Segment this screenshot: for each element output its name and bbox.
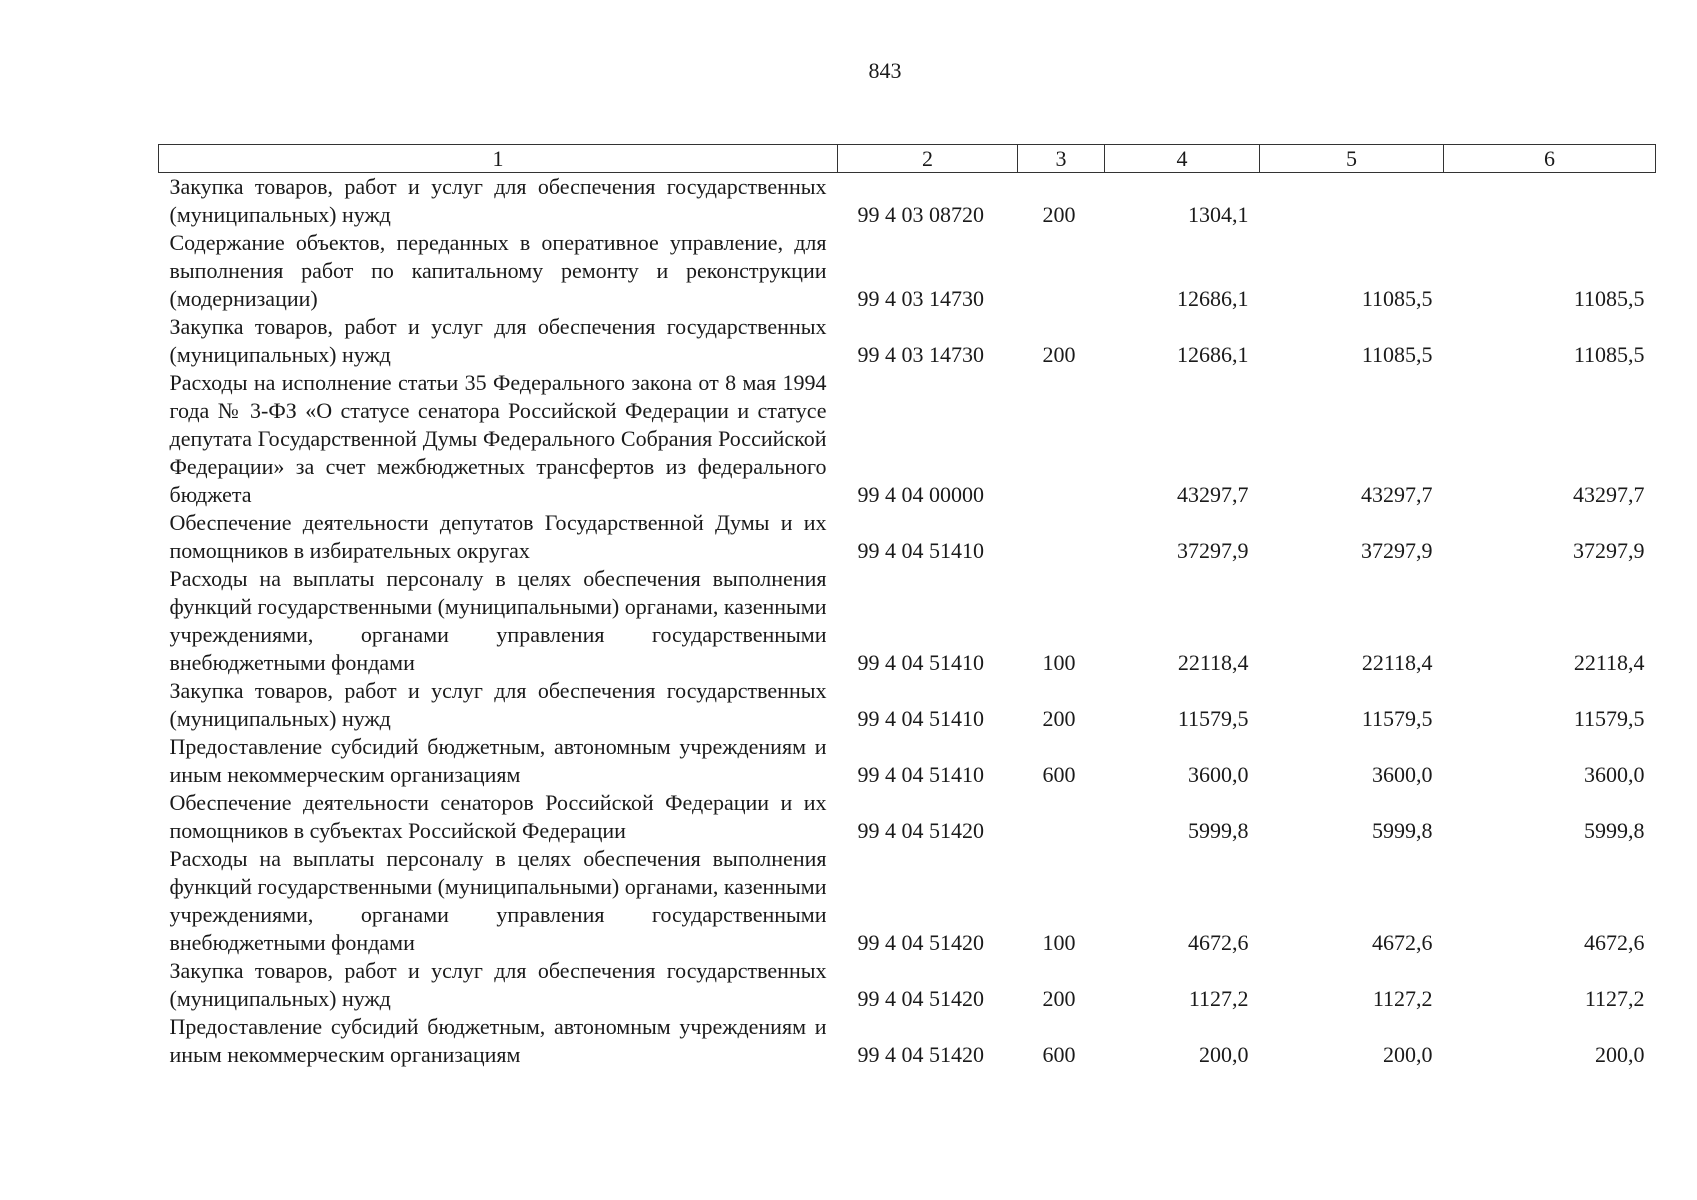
column-header-1: 1 [159, 145, 838, 173]
row-description: Обеспечение деятельности сенаторов Российской Федерации и их помощников в субъектах Российской Федерации [169, 790, 827, 843]
row-target-code: 99 4 03 14730 [857, 286, 984, 311]
row-description: Закупка товаров, работ и услуг для обеспечения государственных (муниципальных) нужд [169, 314, 827, 367]
row-amount-col4: 5999,8 [1188, 818, 1249, 843]
row-amount-col4: 37297,9 [1177, 538, 1249, 563]
row-amount-col5: 4672,6 [1372, 930, 1433, 955]
row-target-code: 99 4 03 08720 [857, 202, 984, 227]
table-row [159, 1013, 1656, 1069]
row-amount-col4: 3600,0 [1188, 762, 1249, 787]
row-description: Предоставление субсидий бюджетным, автономным учреждениям и иным некоммерческим организациям [169, 1014, 827, 1067]
row-target-code: 99 4 04 51410 [857, 762, 984, 787]
page-number: 843 [868, 58, 902, 83]
table-row [159, 733, 1656, 789]
row-amount-col5 [1260, 173, 1444, 230]
row-expense-type: 600 [1042, 762, 1076, 787]
row-amount-col5: 11579,5 [1361, 706, 1433, 731]
row-expense-type: 100 [1042, 930, 1076, 955]
column-header-3: 3 [1018, 145, 1105, 173]
row-amount-col4: 1304,1 [1188, 202, 1249, 227]
row-amount-col5: 37297,9 [1361, 538, 1433, 563]
table-row [159, 229, 1656, 313]
row-amount-col4: 22118,4 [1177, 650, 1249, 675]
row-amount-col5: 43297,7 [1361, 482, 1433, 507]
budget-table [158, 144, 1656, 1069]
row-amount-col6: 37297,9 [1573, 538, 1645, 563]
column-header-2: 2 [838, 145, 1018, 173]
row-amount-col4: 12686,1 [1177, 286, 1249, 311]
row-amount-col5: 11085,5 [1361, 286, 1433, 311]
row-description: Содержание объектов, переданных в оперативное управление, для выполнения работ по капитальному ремонту и реконструкции (модернизации) [169, 230, 827, 311]
row-expense-type: 100 [1042, 650, 1076, 675]
row-description: Закупка товаров, работ и услуг для обеспечения государственных (муниципальных) нужд [169, 678, 827, 731]
row-amount-col4: 11579,5 [1177, 706, 1249, 731]
table-row [159, 957, 1656, 1013]
row-description: Закупка товаров, работ и услуг для обеспечения государственных (муниципальных) нужд [169, 958, 827, 1011]
row-expense-type: 200 [1042, 986, 1076, 1011]
row-target-code: 99 4 04 00000 [857, 482, 984, 507]
row-expense-type: 200 [1042, 706, 1076, 731]
row-amount-col4: 200,0 [1199, 1042, 1249, 1067]
row-expense-type [1018, 229, 1105, 313]
row-description: Расходы на выплаты персоналу в целях обеспечения выполнения функций государственными (муниципальными) органами, казенными учреждениями, органами управления государственными внебюджетными фондами [169, 566, 827, 675]
row-target-code: 99 4 04 51410 [857, 538, 984, 563]
row-amount-col6: 3600,0 [1584, 762, 1645, 787]
table-row [159, 369, 1656, 509]
row-amount-col6: 200,0 [1595, 1042, 1645, 1067]
row-description: Предоставление субсидий бюджетным, автономным учреждениям и иным некоммерческим организациям [169, 734, 827, 787]
row-amount-col5: 11085,5 [1361, 342, 1433, 367]
row-target-code: 99 4 04 51410 [857, 706, 984, 731]
row-amount-col5: 22118,4 [1361, 650, 1433, 675]
row-target-code: 99 4 04 51410 [857, 650, 984, 675]
table-row [159, 565, 1656, 677]
table-row [159, 845, 1656, 957]
row-target-code: 99 4 03 14730 [857, 342, 984, 367]
table-row [159, 789, 1656, 845]
row-amount-col4: 12686,1 [1177, 342, 1249, 367]
row-target-code: 99 4 04 51420 [857, 1042, 984, 1067]
table-row [159, 509, 1656, 565]
table-body [159, 173, 1656, 1070]
row-expense-type [1018, 369, 1105, 509]
row-amount-col5: 5999,8 [1372, 818, 1433, 843]
row-amount-col6 [1444, 173, 1656, 230]
row-description: Обеспечение деятельности депутатов Государственной Думы и их помощников в избирательных округах [169, 510, 827, 563]
table-row [159, 313, 1656, 369]
row-amount-col5: 200,0 [1383, 1042, 1433, 1067]
row-amount-col6: 4672,6 [1584, 930, 1645, 955]
table-header [159, 145, 1656, 173]
row-amount-col4: 43297,7 [1177, 482, 1249, 507]
row-expense-type [1018, 509, 1105, 565]
row-amount-col5: 1127,2 [1372, 986, 1433, 1011]
row-description: Закупка товаров, работ и услуг для обеспечения государственных (муниципальных) нужд [169, 174, 827, 227]
column-header-6: 6 [1444, 145, 1656, 173]
row-description: Расходы на исполнение статьи 35 Федерального закона от 8 мая 1994 года № 3-ФЗ «О статусе сенатора Российской Федерации и статусе депутата Государственной Думы Федерального Собрания Российской Федерации» за счет межбюджетных трансфертов из федерального бюджета [169, 370, 827, 507]
row-expense-type: 600 [1042, 1042, 1076, 1067]
table-row [159, 677, 1656, 733]
column-header-4: 4 [1105, 145, 1260, 173]
header-row [159, 145, 1656, 173]
row-amount-col6: 22118,4 [1573, 650, 1645, 675]
row-target-code: 99 4 04 51420 [857, 930, 984, 955]
row-amount-col6: 11085,5 [1573, 286, 1645, 311]
row-expense-type: 200 [1042, 202, 1076, 227]
row-amount-col5: 3600,0 [1372, 762, 1433, 787]
row-expense-type [1018, 789, 1105, 845]
row-amount-col4: 4672,6 [1188, 930, 1249, 955]
table-row [159, 173, 1656, 230]
row-amount-col4: 1127,2 [1188, 986, 1249, 1011]
row-target-code: 99 4 04 51420 [857, 818, 984, 843]
row-description: Расходы на выплаты персоналу в целях обеспечения выполнения функций государственными (муниципальными) органами, казенными учреждениями, органами управления государственными внебюджетными фондами [169, 846, 827, 955]
row-target-code: 99 4 04 51420 [857, 986, 984, 1011]
row-amount-col6: 11085,5 [1573, 342, 1645, 367]
row-amount-col6: 43297,7 [1573, 482, 1645, 507]
row-amount-col6: 11579,5 [1573, 706, 1645, 731]
column-header-5: 5 [1260, 145, 1444, 173]
row-expense-type: 200 [1042, 342, 1076, 367]
row-amount-col6: 1127,2 [1584, 986, 1645, 1011]
row-amount-col6: 5999,8 [1584, 818, 1645, 843]
